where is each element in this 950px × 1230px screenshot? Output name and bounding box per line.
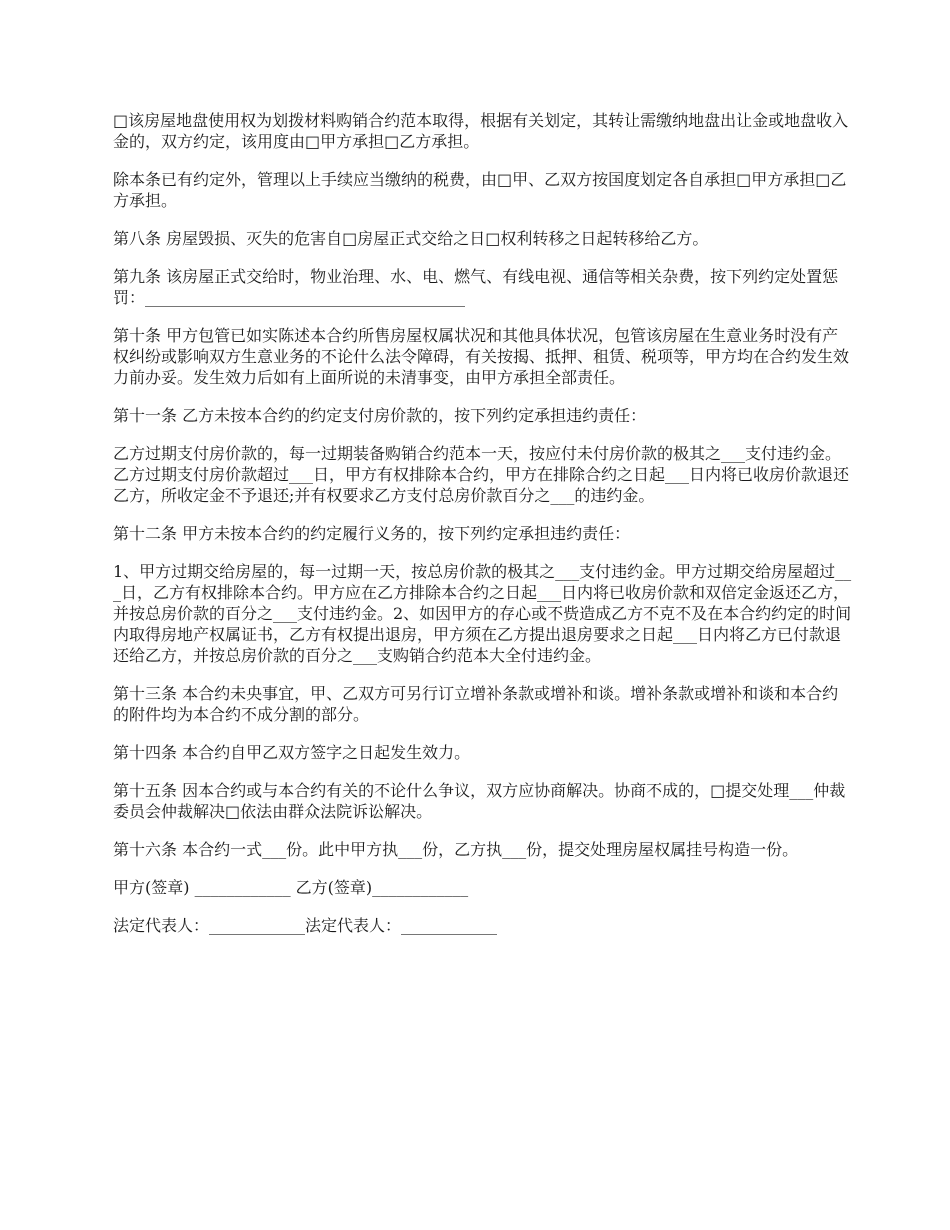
paragraph-article-13: 第十三条 本合约未央事宜，甲、乙双方可另行订立增补条款或增补和谈。增补条款或增补和谈和本合约的附件均为本合约不成分割的部分。	[113, 684, 839, 724]
paragraph-article-10: 第十条 甲方包管已如实陈述本合约所售房屋权属状况和其他具体状况，包管该房屋在生意业务时没有产权纠纷或影响双方生意业务的不论什么法令障碍，有关按揭、抵押、租赁、税项等，甲方均在合约发生效力前办妥。发生效力后如有上面所说的未清事变，由甲方承担全部责任。	[113, 326, 850, 387]
paragraph-buyer-late-payment: 乙方过期支付房价款的，每一过期装备购销合约范本一天，按应付未付房价款的极其之___支付违约金。乙方过期支付房价款超过___日，甲方有权排除本合约，甲方在排除合约之日起___日内将已收房价款退还乙方，所收定金不予退还;并有权要求乙方支付总房价款百分之___的违约金。	[113, 444, 850, 505]
paragraph-article-12: 第十二条 甲方未按本合约的约定履行义务的，按下列约定承担违约责任：	[113, 524, 631, 543]
signature-line-parties: 甲方(签章) ____________ 乙方(签章)____________	[113, 878, 469, 897]
paragraph-seller-breach: 1、甲方过期交给房屋的，每一过期一天，按总房价款的极其之___支付违约金。甲方过期交给房屋超过___日，乙方有权排除本合约。甲方应在乙方排除本合约之日起___日内将已收房价款和双倍定金返还乙方，并按总房价款的百分之___支付违约金。2、如因甲方的存心或不赀造成乙方不克不及在本合约约定的时间内取得房地产权属证书，乙方有权提出退房，甲方须在乙方提出退房要求之日起___日内将乙方已付款退还给乙方，并按总房价款的百分之___支购销合约范本大全付违约金。	[113, 562, 852, 665]
paragraph-article-11: 第十一条 乙方未按本合约的约定支付房价款的，按下列约定承担违约责任：	[113, 406, 647, 425]
paragraph-article-14: 第十四条 本合约自甲乙双方签字之日起发生效力。	[113, 743, 471, 762]
paragraph-tax-fees: 除本条已有约定外，管理以上手续应当缴纳的税费，由□甲、乙双方按国度划定各自承担□甲方承担□乙方承担。	[113, 170, 847, 210]
signature-line-legal-representatives: 法定代表人：____________法定代表人：____________	[113, 916, 498, 935]
document-page	[113, 110, 853, 953]
paragraph-land-use-fee: □该房屋地盘使用权为划拨材料购销合约范本取得，根据有关划定，其转让需缴纳地盘出让金或地盘收入金的，双方约定，该用度由□甲方承担□乙方承担。	[113, 111, 849, 151]
paragraph-article-8: 第八条 房屋毁损、灭失的危害自□房屋正式交给之日□权利转移之日起转移给乙方。	[113, 229, 709, 248]
paragraph-article-9: 第九条 该房屋正式交给时，物业治理、水、电、燃气、有线电视、通信等相关杂费，按下列约定处置惩罚：________________________________________	[113, 267, 839, 307]
paragraph-article-15: 第十五条 因本合约或与本合约有关的不论什么争议，双方应协商解决。协商不成的，□提交处理___仲裁委员会仲裁解决□依法由群众法院诉讼解决。	[113, 781, 846, 821]
paragraph-article-16: 第十六条 本合约一式___份。此中甲方执___份，乙方执___份，提交处理房屋权属挂号构造一份。	[113, 840, 799, 859]
